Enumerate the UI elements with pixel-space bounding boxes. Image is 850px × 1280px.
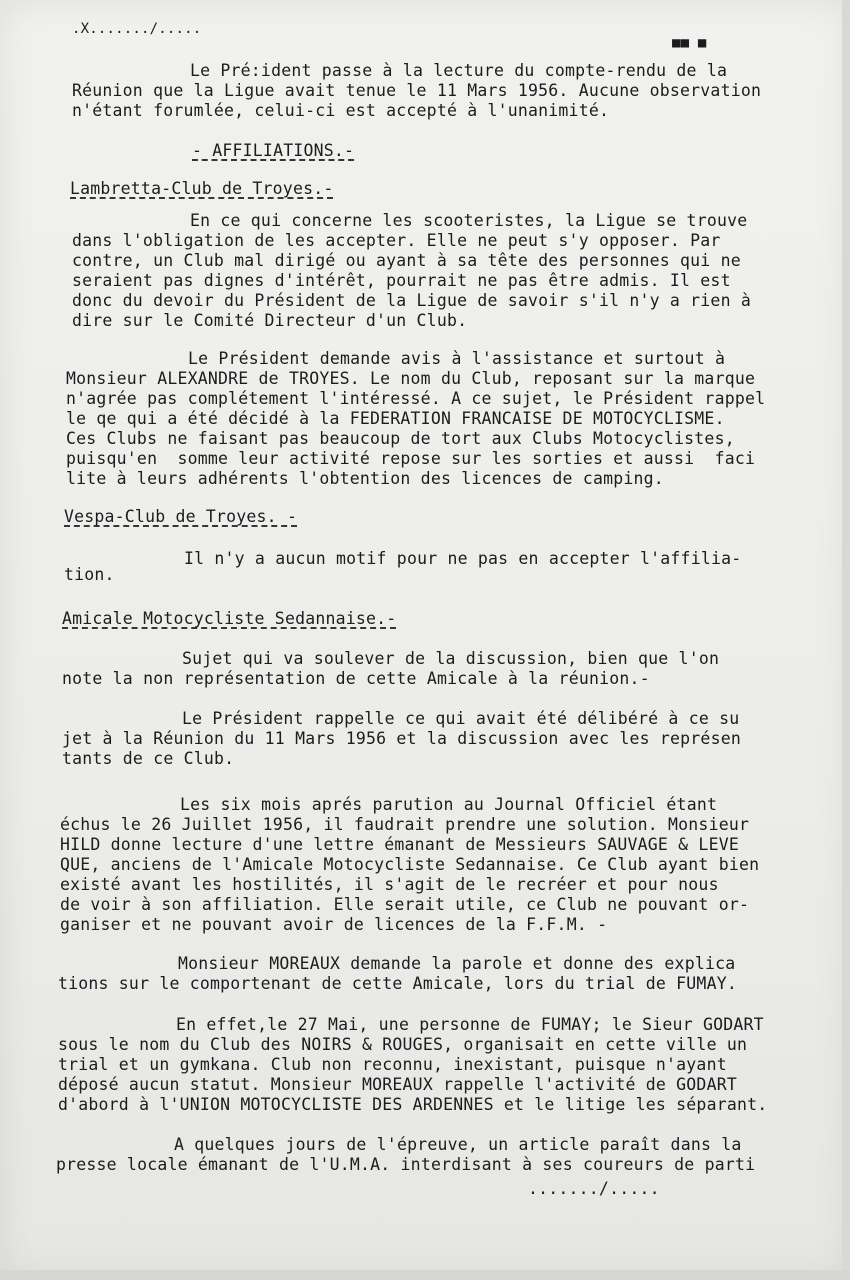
text-line: Monsieur ALEXANDRE de TROYES. Le nom du Club, reposant sur la marque <box>66 369 756 388</box>
text-line: puisqu'en somme leur activité repose sur les sorties et aussi faci <box>66 449 756 468</box>
text-line: presse locale émanant de l'U.M.A. interdisant à ses coureurs de parti <box>56 1155 756 1174</box>
text-line: n'agrée pas complétement l'intéressé. A ce sujet, le Président rappel <box>66 389 766 408</box>
page-number-mark: ■■ ■ <box>672 35 707 51</box>
text-line: Ces Clubs ne faisant pas beaucoup de tort aux Clubs Motocyclistes, <box>66 429 735 448</box>
text-line: échus le 26 Juillet 1956, il faudrait prendre une solution. Monsieur <box>60 815 750 834</box>
text-line: n'étant forumlée, celui-ci est accepté à l'unanimité. <box>72 101 610 120</box>
text-line: le qe qui a été décidé à la FEDERATION FRANCAISE DE MOTOCYCLISME. <box>66 409 725 428</box>
text-line: donc du devoir du Président de la Ligue de savoir s'il n'y a rien à <box>72 291 751 310</box>
page-edge <box>842 0 850 1280</box>
page-edge <box>0 1270 850 1280</box>
text-line: Réunion que la Ligue avait tenue le 11 Mars 1956. Aucune observation <box>72 81 762 100</box>
subsection-heading: Lambretta-Club de Troyes.- <box>70 179 334 198</box>
text-line: Il n'y a aucun motif pour ne pas en accepter l'affilia- <box>184 549 742 568</box>
text-line: lite à leurs adhérents l'obtention des licences de camping. <box>66 469 664 488</box>
text-line: Le Pré:ident passe à la lecture du compte-rendu de la <box>190 61 728 80</box>
text-line: seraient pas dignes d'intérêt, pourrait ne pas être admis. Il est <box>72 271 731 290</box>
subsection-heading: Amicale Motocycliste Sedannaise.- <box>62 609 397 628</box>
text-line: HILD donne lecture d'une lettre émanant de Messieurs SAUVAGE & LEVE <box>60 835 739 854</box>
text-line: En ce qui concerne les scooteristes, la Ligue se trouve <box>190 211 748 230</box>
continuation-marker: ......./..... <box>528 1179 660 1198</box>
text-line: tants de ce Club. <box>62 749 235 768</box>
text-line: ganiser et ne pouvant avoir de licences de la F.F.M. - <box>60 915 608 934</box>
text-line: dans l'obligation de les accepter. Elle ne peut s'y opposer. Par <box>72 231 721 250</box>
page-marker: .X......./..... <box>72 21 202 37</box>
text-line: Monsieur MOREAUX demande la parole et donne des explica <box>178 954 736 973</box>
text-line: Les six mois aprés parution au Journal Officiel étant <box>180 795 718 814</box>
section-heading: - AFFILIATIONS.- <box>192 141 355 160</box>
text-line: tions sur le comportenant de cette Amicale, lors du trial de FUMAY. <box>58 974 737 993</box>
text-line: de voir à son affiliation. Elle serait utile, ce Club ne pouvant or- <box>60 895 750 914</box>
subsection-heading: Vespa-Club de Troyes. - <box>64 507 298 526</box>
text-line: En effet,le 27 Mai, une personne de FUMAY; le Sieur GODART <box>176 1015 764 1034</box>
text-line: déposé aucun statut. Monsieur MOREAUX rappelle l'activité de GODART <box>58 1075 737 1094</box>
text-line: Le Président demande avis à l'assistance et surtout à <box>188 349 726 368</box>
text-line: Le Président rappelle ce qui avait été délibéré à ce su <box>182 709 740 728</box>
text-line: sous le nom du Club des NOIRS & ROUGES, organisait en cette ville un <box>58 1035 748 1054</box>
text-line: A quelques jours de l'épreuve, un article paraît dans la <box>174 1135 742 1154</box>
text-line: existé avant les hostilités, il s'agit de le recréer et pour nous <box>60 875 719 894</box>
text-line: d'abord à l'UNION MOTOCYCLISTE DES ARDENNES et le litige les séparant. <box>58 1095 768 1114</box>
text-line: dire sur le Comité Directeur d'un Club. <box>72 311 468 330</box>
text-line: jet à la Réunion du 11 Mars 1956 et la discussion avec les représen <box>62 729 741 748</box>
text-line: tion. <box>64 565 115 584</box>
text-line: QUE, anciens de l'Amicale Motocycliste Sedannaise. Ce Club ayant bien <box>60 855 760 874</box>
text-line: trial et un gymkana. Club non reconnu, inexistant, puisque n'ayant <box>58 1055 727 1074</box>
text-line: Sujet qui va soulever de la discussion, bien que l'on <box>182 649 720 668</box>
text-line: note la non représentation de cette Amicale à la réunion.- <box>62 669 650 688</box>
text-line: contre, un Club mal dirigé ou ayant à sa tête des personnes qui ne <box>72 251 741 270</box>
